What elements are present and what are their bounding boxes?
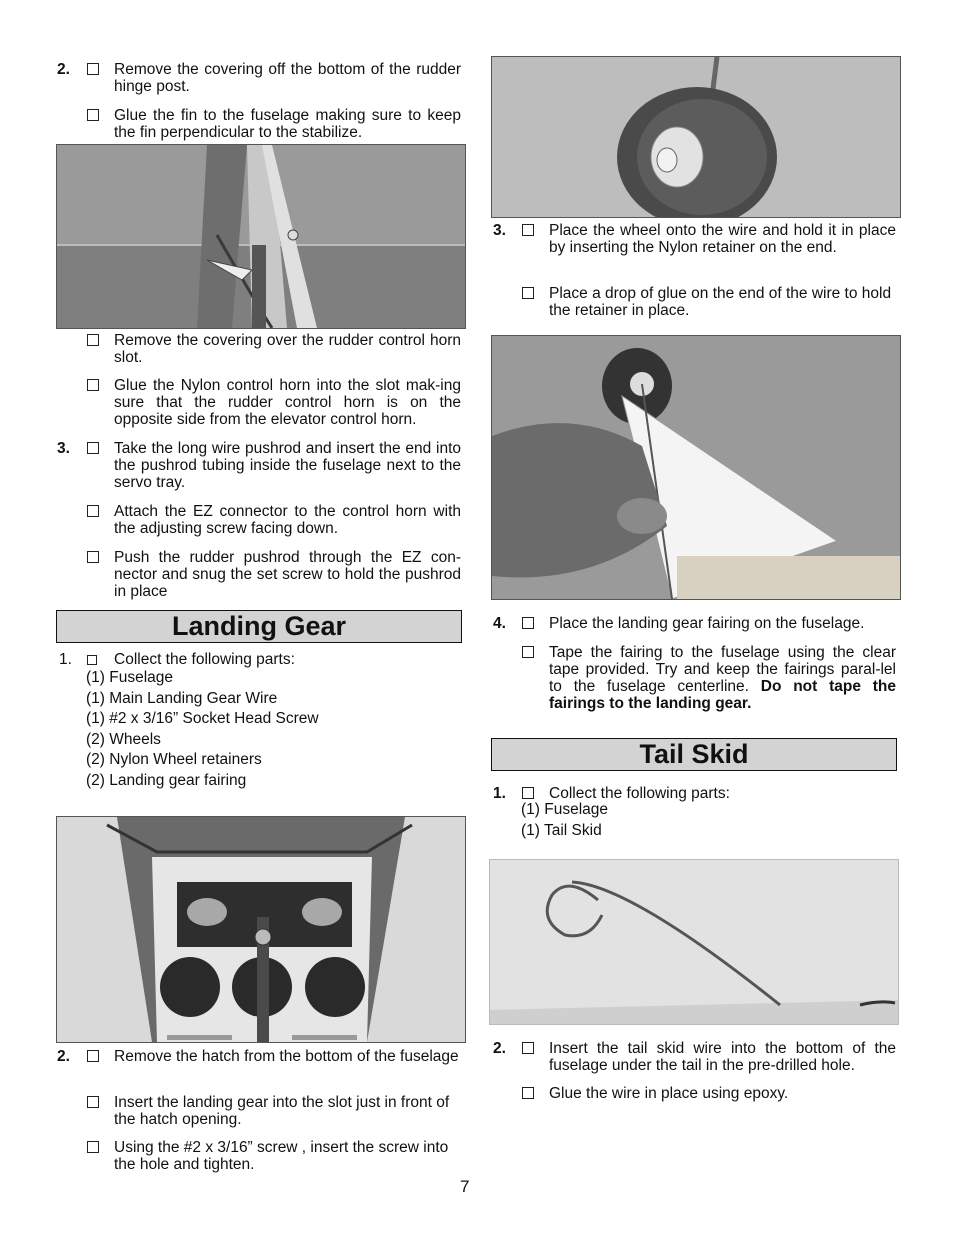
step-number: 1.	[59, 651, 72, 668]
section-heading-tail-skid: Tail Skid	[491, 738, 897, 771]
checkbox[interactable]	[522, 224, 534, 236]
photo-gear-fairing	[491, 335, 901, 600]
checkbox[interactable]	[87, 1096, 99, 1108]
step-number: 2.	[57, 1048, 70, 1065]
checkbox[interactable]	[87, 655, 97, 665]
instruction-text: Remove the covering off the bottom of the rudder hinge post.	[114, 61, 461, 95]
photo-tail-skid	[489, 859, 899, 1025]
list-item: (2) Wheels	[86, 730, 161, 748]
list-item: (2) Landing gear fairing	[86, 771, 247, 789]
list-item: (1) Fuselage	[86, 669, 174, 686]
checkbox[interactable]	[87, 442, 99, 454]
list-item: (1) Main Landing Gear Wire	[86, 689, 278, 707]
instruction-text: Glue the wire in place using epoxy.	[549, 1085, 789, 1102]
step-number: 4.	[493, 615, 506, 632]
instruction-text: Attach the EZ connector to the control horn with the adjusting screw facing down.	[114, 503, 461, 537]
page-number: 7	[460, 1177, 470, 1196]
list-item: (2) Nylon Wheel retainers	[86, 751, 262, 768]
instruction-text: Glue the fin to the fuselage making sure to keep the fin perpendicular to the stabilize.	[114, 107, 461, 141]
checkbox[interactable]	[87, 505, 99, 517]
instruction-text: Using the #2 x 3/16” screw , insert the screw into the hole and tighten.	[114, 1139, 449, 1173]
instruction-text: Glue the Nylon control horn into the slot mak-ing sure that the rudder control horn is on the opposite side from the elevator control horn.	[114, 377, 461, 428]
checkbox[interactable]	[87, 109, 99, 121]
step-number: 2.	[493, 1040, 506, 1057]
instruction-text: Push the rudder pushrod through the EZ con-nector and snug the set screw to hold the pushrod in place	[114, 549, 461, 600]
instruction-text: Place the wheel onto the wire and hold it in place by inserting the Nylon retainer on the end.	[549, 222, 896, 256]
section-heading-landing-gear: Landing Gear	[56, 610, 462, 643]
checkbox[interactable]	[87, 1050, 99, 1062]
photo-fin-rudder	[56, 144, 466, 329]
warning-text: Do not tape the fairings to the landing gear.	[549, 678, 896, 712]
instruction-text: Remove the covering over the rudder control horn slot.	[114, 332, 461, 366]
checkbox[interactable]	[87, 379, 99, 391]
photo-wheel	[491, 56, 901, 218]
checkbox[interactable]	[522, 787, 534, 799]
list-item: (1) Fuselage	[521, 801, 609, 818]
checkbox[interactable]	[522, 287, 534, 299]
instruction-text: Collect the following parts:	[549, 785, 730, 802]
instruction-text: Place the landing gear fairing on the fuselage.	[549, 615, 865, 632]
list-item: (1) #2 x 3/16” Socket Head Screw	[86, 710, 319, 727]
list-item: (1) Tail Skid	[521, 821, 602, 839]
step-number: 3.	[57, 440, 70, 457]
checkbox[interactable]	[522, 1087, 534, 1099]
photo-hatch-opening	[56, 816, 466, 1043]
step-number: 3.	[493, 222, 506, 239]
parts-list	[521, 801, 608, 842]
checkbox[interactable]	[522, 646, 534, 658]
checkbox[interactable]	[522, 617, 534, 629]
instruction-text: Insert the landing gear into the slot just in front of the hatch opening.	[114, 1094, 450, 1128]
step-number: 2.	[57, 61, 70, 78]
instruction-text: Place a drop of glue on the end of the wire to hold the retainer in place.	[549, 285, 892, 319]
checkbox[interactable]	[87, 551, 99, 563]
checkbox[interactable]	[87, 1141, 99, 1153]
checkbox[interactable]	[87, 334, 99, 346]
parts-list	[86, 669, 319, 792]
instruction-text: Take the long wire pushrod and insert the end into the pushrod tubing inside the fuselage next to the servo tray.	[114, 440, 461, 491]
instruction-text-normal: Tape the fairing to the fuselage using the clear tape provided. Try and keep the fairings paral-lel to the fuselage centerline.	[549, 644, 896, 695]
checkbox[interactable]	[522, 1042, 534, 1054]
instruction-text: Insert the tail skid wire into the bottom of the fuselage under the tail in the pre-drilled hole.	[549, 1040, 896, 1074]
step-number: 1.	[493, 785, 506, 802]
instruction-text: Collect the following parts:	[114, 651, 295, 668]
checkbox[interactable]	[87, 63, 99, 75]
instruction-text: Remove the hatch from the bottom of the fuselage	[114, 1048, 459, 1065]
instruction-text	[549, 644, 896, 712]
